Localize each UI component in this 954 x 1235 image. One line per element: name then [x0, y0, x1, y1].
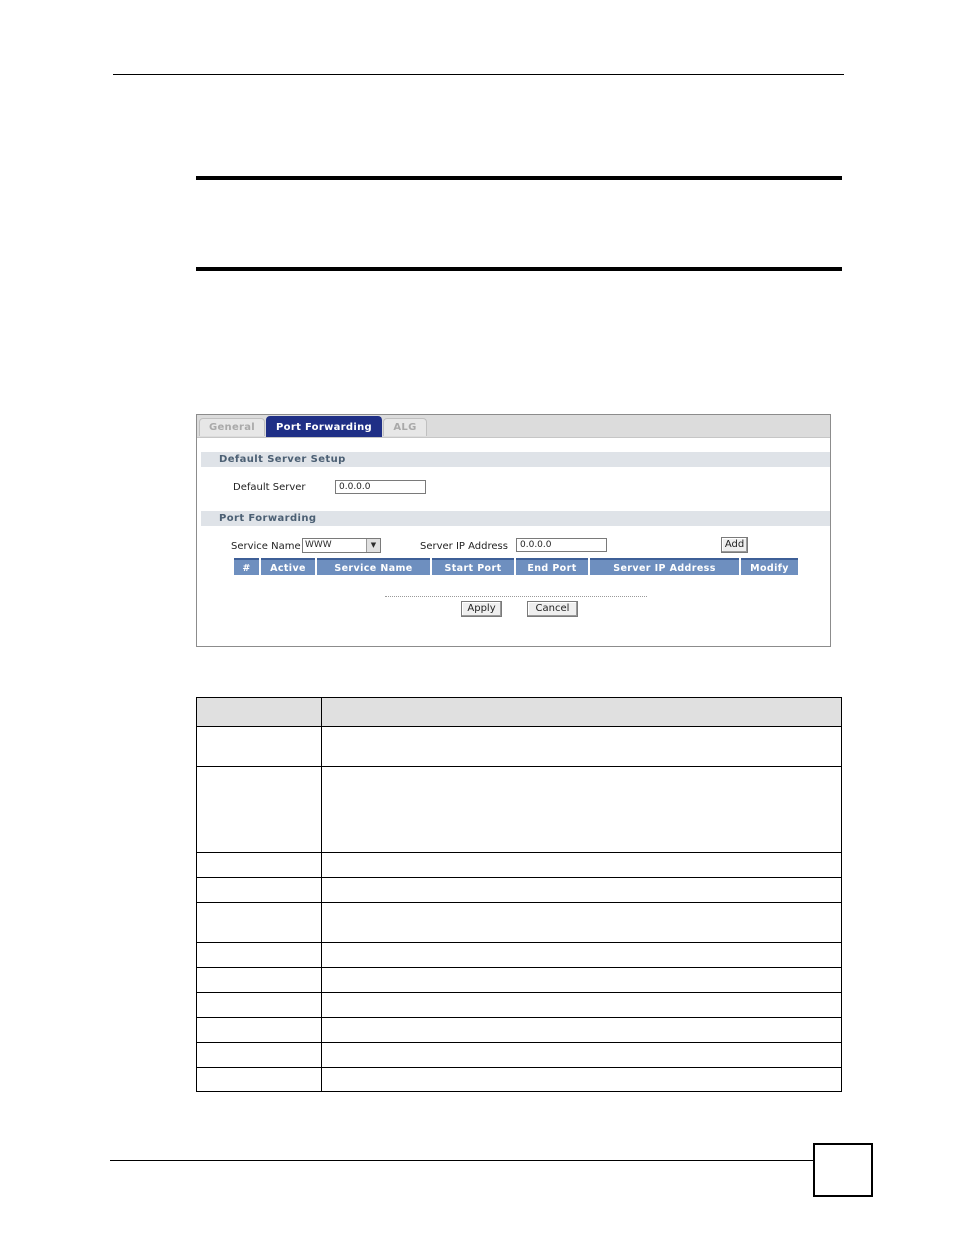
server-ip-label: Server IP Address: [420, 541, 508, 552]
table-row: [197, 767, 842, 853]
apply-button[interactable]: Apply: [461, 601, 502, 617]
tab-port-forwarding[interactable]: Port Forwarding: [266, 416, 382, 437]
page-number-box: [813, 1143, 873, 1197]
tab-alg[interactable]: ALG: [383, 418, 427, 436]
cancel-button[interactable]: Cancel: [527, 601, 578, 617]
col-service-name: Service Name: [317, 558, 430, 575]
chevron-down-icon[interactable]: ▼: [366, 539, 380, 552]
col-index: #: [234, 558, 259, 575]
col-end-port: End Port: [516, 558, 588, 575]
service-name-select[interactable]: [302, 538, 381, 553]
description-table: [196, 697, 842, 1092]
col-active: Active: [261, 558, 315, 575]
port-forwarding-section-title: Port Forwarding: [201, 511, 830, 526]
table-row: [197, 993, 842, 1018]
tab-bar: [197, 415, 830, 438]
footer-rule: [110, 1160, 813, 1161]
header-rule: [113, 74, 844, 75]
table-row: [197, 727, 842, 767]
default-server-input[interactable]: [335, 480, 426, 494]
table-row: [197, 943, 842, 968]
note-bottom-rule: [196, 267, 842, 271]
table-header-row: [197, 698, 842, 727]
table-row: [197, 968, 842, 993]
table-row: [197, 878, 842, 903]
table-row: [197, 903, 842, 943]
col-start-port: Start Port: [432, 558, 514, 575]
tab-general[interactable]: General: [199, 418, 265, 436]
default-server-section-title: Default Server Setup: [201, 452, 830, 467]
service-name-label: Service Name: [231, 541, 301, 552]
table-row: [197, 1043, 842, 1068]
table-row: [197, 1018, 842, 1043]
add-button[interactable]: Add: [721, 537, 748, 553]
table-end-divider: [385, 596, 647, 597]
port-forwarding-screen: [196, 414, 831, 647]
col-modify: Modify: [741, 558, 798, 575]
table-row: [197, 1068, 842, 1092]
service-name-value: WWW: [305, 540, 332, 550]
table-row: [197, 853, 842, 878]
col-server-ip: Server IP Address: [590, 558, 739, 575]
note-top-rule: [196, 176, 842, 180]
default-server-label: Default Server: [233, 482, 306, 493]
server-ip-input[interactable]: [516, 538, 607, 552]
